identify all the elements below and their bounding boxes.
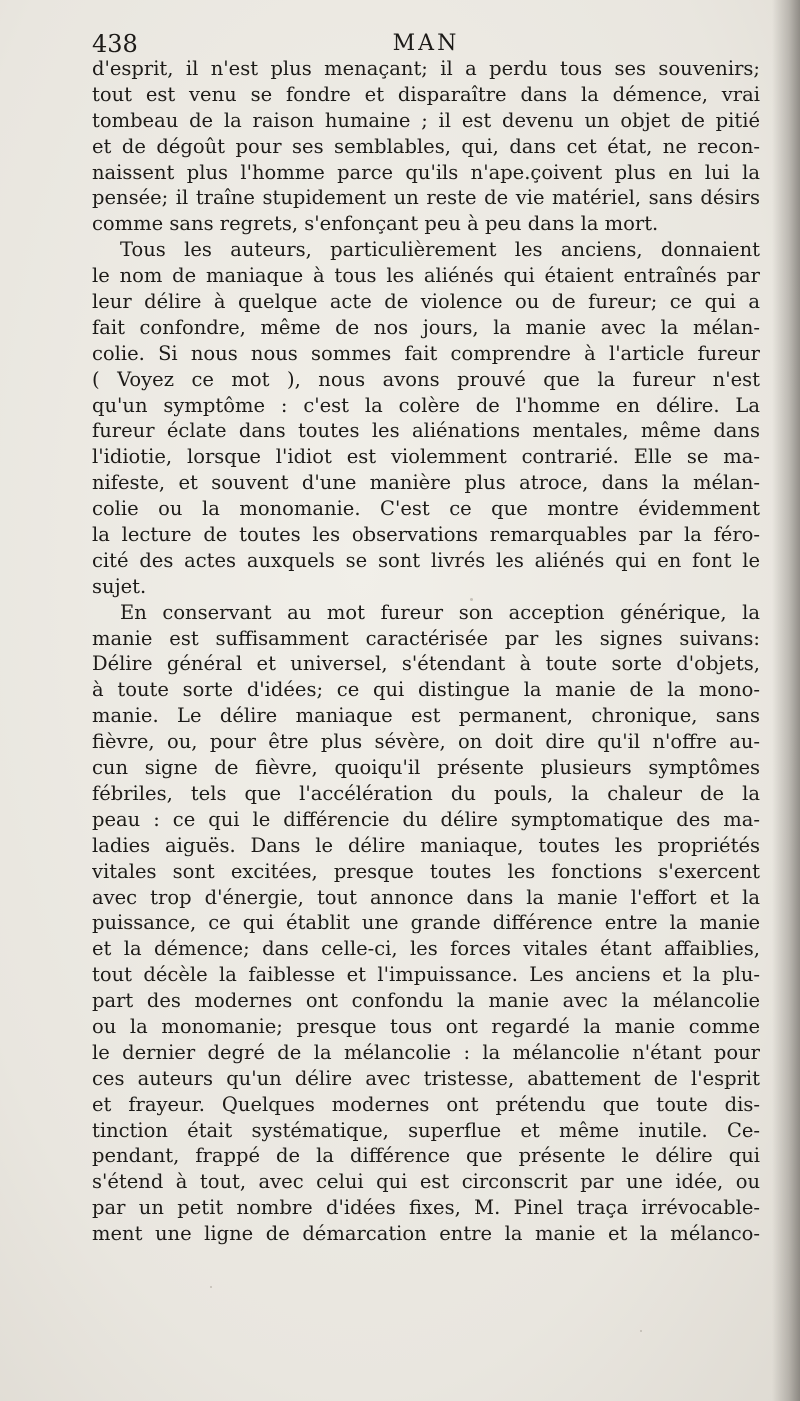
text-line: manie. Le délire maniaque est permanent, chronique, sans bbox=[92, 704, 760, 728]
text-line: fait confondre, même de nos jours, la manie avec la mélan- bbox=[92, 315, 760, 339]
text-line: pensée; il traîne stupidement un reste de vie matériel, sans désirs bbox=[92, 186, 760, 210]
text-line: Délire général et universel, s'étendant à toute sorte d'objets, bbox=[92, 652, 760, 676]
page-number: 438 bbox=[92, 30, 138, 58]
text-line: En conservant au mot fureur son acception générique, la bbox=[120, 600, 760, 624]
text-line: vitales sont excitées, presque toutes les fonctions s'exercent bbox=[92, 859, 760, 883]
text-line: sujet. bbox=[92, 574, 147, 598]
text-line: cité des actes auxquels se sont livrés les aliénés qui en font le bbox=[92, 548, 760, 572]
text-line: par un petit nombre d'idées fixes, M. Pinel traça irrévocable- bbox=[92, 1196, 760, 1220]
text-line: tinction était systématique, superflue et même inutile. Ce- bbox=[92, 1118, 760, 1142]
text-line: ou la monomanie; presque tous ont regardé la manie comme bbox=[92, 1014, 760, 1038]
text-line: ces auteurs qu'un délire avec tristesse, abattement de l'esprit bbox=[92, 1066, 760, 1090]
text-line: d'esprit, il n'est plus menaçant; il a perdu tous ses souvenirs; bbox=[92, 57, 760, 80]
text-line: manie est suffisamment caractérisée par les signes suivans: bbox=[92, 626, 760, 650]
text-line: part des modernes ont confondu la manie avec la mélancolie bbox=[92, 989, 760, 1013]
text-line: pendant, frappé de la différence que présente le délire qui bbox=[92, 1144, 760, 1168]
text-line: nifeste, et souvent d'une manière plus atroce, dans la mélan- bbox=[92, 471, 760, 495]
text-line: colie ou la monomanie. C'est ce que montre évidemment bbox=[92, 497, 760, 521]
text-line: le dernier degré de la mélancolie : la mélancolie n'étant pour bbox=[92, 1040, 760, 1064]
text-line: naissent plus l'homme parce qu'ils n'ape.çoivent plus en lui la bbox=[92, 160, 760, 184]
text-line: fièvre, ou, pour être plus sévère, on doit dire qu'il n'offre au- bbox=[92, 730, 760, 754]
text-line: le nom de maniaque à tous les aliénés qui étaient entraînés par bbox=[92, 264, 760, 288]
text-line: comme sans regrets, s'enfonçant peu à peu dans la mort. bbox=[92, 212, 659, 236]
paper-speck bbox=[470, 598, 473, 601]
text-line: avec trop d'énergie, tout annonce dans la manie l'effort et la bbox=[92, 885, 760, 909]
text-line: et la démence; dans celle-ci, les forces vitales étant affaiblies, bbox=[92, 937, 760, 961]
spine-shadow bbox=[772, 0, 800, 1401]
text-line: fureur éclate dans toutes les aliénations mentales, même dans bbox=[92, 419, 760, 443]
text-line: tout décèle la faiblesse et l'impuissance. Les anciens et la plu- bbox=[92, 963, 760, 987]
text-line: s'étend à tout, avec celui qui est circonscrit par une idée, ou bbox=[92, 1170, 760, 1194]
text-line: tombeau de la raison humaine ; il est devenu un objet de pitié bbox=[92, 108, 760, 132]
text-line: ladies aiguës. Dans le délire maniaque, toutes les propriétés bbox=[92, 833, 760, 857]
text-line: à toute sorte d'idées; ce qui distingue la manie de la mono- bbox=[92, 678, 760, 702]
text-line: puissance, ce qui établit une grande différence entre la manie bbox=[92, 911, 760, 935]
text-line: colie. Si nous nous sommes fait comprendre à l'article fureur bbox=[92, 341, 760, 365]
text-line: Tous les auteurs, particulièrement les anciens, donnaient bbox=[120, 238, 760, 262]
text-line: leur délire à quelque acte de violence ou de fureur; ce qui a bbox=[92, 290, 760, 314]
body-text bbox=[92, 56, 760, 1247]
text-line: ( Voyez ce mot ), nous avons prouvé que la fureur n'est bbox=[92, 367, 760, 391]
text-line: tout est venu se fondre et disparaître dans la démence, vrai bbox=[92, 82, 760, 106]
text-line: ment une ligne de démarcation entre la manie et la mélanco- bbox=[92, 1222, 760, 1246]
text-line: l'idiotie, lorsque l'idiot est violemment contrarié. Elle se ma- bbox=[92, 445, 760, 469]
text-line: peau : ce qui le différencie du délire symptomatique des ma- bbox=[92, 807, 760, 831]
running-head: MAN bbox=[392, 31, 460, 56]
paper-speck bbox=[210, 1286, 212, 1288]
paper-speck bbox=[640, 1330, 642, 1332]
text-line: et de dégoût pour ses semblables, qui, dans cet état, ne recon- bbox=[92, 134, 760, 158]
text-line: la lecture de toutes les observations remarquables par la féro- bbox=[92, 523, 760, 547]
text-line: et frayeur. Quelques modernes ont prétendu que toute dis- bbox=[92, 1092, 760, 1116]
text-line: qu'un symptôme : c'est la colère de l'homme en délire. La bbox=[92, 393, 760, 417]
text-line: fébriles, tels que l'accélération du pouls, la chaleur de la bbox=[92, 781, 760, 805]
text-line: cun signe de fièvre, quoiqu'il présente plusieurs symptômes bbox=[92, 756, 760, 780]
